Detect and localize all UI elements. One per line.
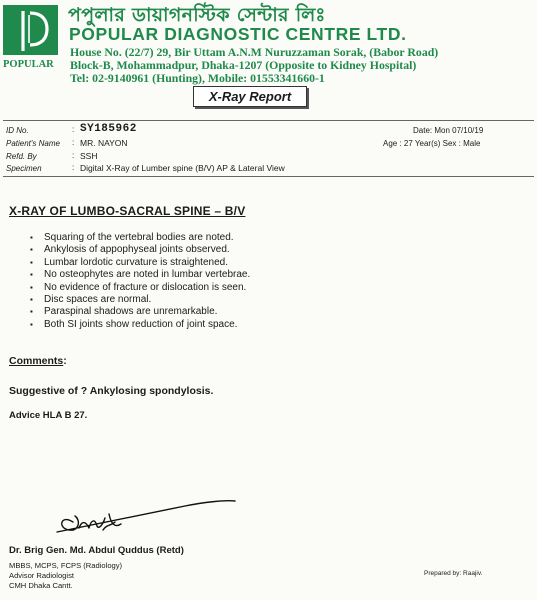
date-label: Date: [413,126,433,135]
refd-label: Refd. By [6,152,37,161]
address-line-2: Block-B, Mohammadpur, Dhaka-1207 (Opposite to Kidney Hospital) [70,58,417,72]
refd-separator: : [72,151,75,160]
patient-name-value: MR. NAYON [80,138,128,148]
finding-item: ▪ Disc spaces are normal. [30,294,250,306]
patient-name-label: Patient's Name [6,139,60,148]
comments-colon: : [63,355,67,367]
age-sex-field [383,139,480,148]
impression-text: Suggestive of ? Ankylosing spondylosis. [9,385,214,397]
doctor-position: Advisor Radiologist [9,571,74,580]
sex-label: Sex : [442,139,461,148]
address-line-1: House No. (22/7) 29, Bir Uttam A.N.M Nuruzzaman Sorak, (Babor Road) [70,45,439,59]
specimen-value: Digital X-Ray of Lumber spine (B/V) AP & Lateral View [80,163,285,173]
info-bottom-rule [3,176,534,177]
advice-text: Advice HLA B 27. [9,410,88,421]
id-separator: : [72,125,75,134]
name-separator: : [72,138,75,147]
finding-item: ▪ Squaring of the vertebral bodies are noted. [30,232,250,244]
finding-item: ▪ Both SI joints show reduction of joint space. [30,319,250,331]
specimen-separator: : [72,163,75,172]
comments-heading [9,355,67,367]
report-title: X-Ray Report [193,86,307,107]
refd-value: SSH [80,151,98,161]
logo-caption: POPULAR [3,59,54,70]
doctor-degrees: MBBS, MCPS, FCPS (Radiology) [9,561,123,570]
finding-item: ▪ Lumbar lordotic curvature is straightened. [30,257,250,269]
age-label: Age : [383,139,402,148]
address-line-3: Tel: 02-9140961 (Hunting), Mobile: 01553341660-1 [70,71,325,85]
findings-list [30,232,250,331]
date-field [413,126,483,135]
id-label: ID No. [6,126,29,135]
finding-item: ▪ No evidence of fracture or dislocation is seen. [30,282,250,294]
specimen-label: Specimen [6,164,42,173]
bangla-company-name: পপুলার ডায়াগনস্টিক সেন্টার লিঃ [68,4,326,26]
popular-logo [3,5,58,55]
age-value: 27 Year(s) [403,139,441,148]
finding-item: ▪ Paraspinal shadows are unremarkable. [30,306,250,318]
examination-heading: X-RAY OF LUMBO-SACRAL SPINE – B/V [9,204,246,218]
sex-value: Male [463,139,481,148]
date-value: Mon 07/10/19 [434,126,484,135]
id-value: SY185962 [80,123,137,135]
prepared-by: Prepared by: Raajiv. [424,570,483,577]
doctor-name: Dr. Brig Gen. Md. Abdul Quddus (Retd) [9,545,184,556]
finding-item: ▪ No osteophytes are noted in lumbar vertebrae. [30,269,250,281]
company-name: POPULAR DIAGNOSTIC CENTRE LTD. [69,24,407,44]
info-top-rule [3,120,534,121]
comments-label: Comments [9,355,64,367]
finding-item: ▪ Ankylosis of appophyseal joints observed. [30,244,250,256]
doctor-workplace: CMH Dhaka Cantt. [9,581,73,590]
handwritten-signature [45,488,245,545]
